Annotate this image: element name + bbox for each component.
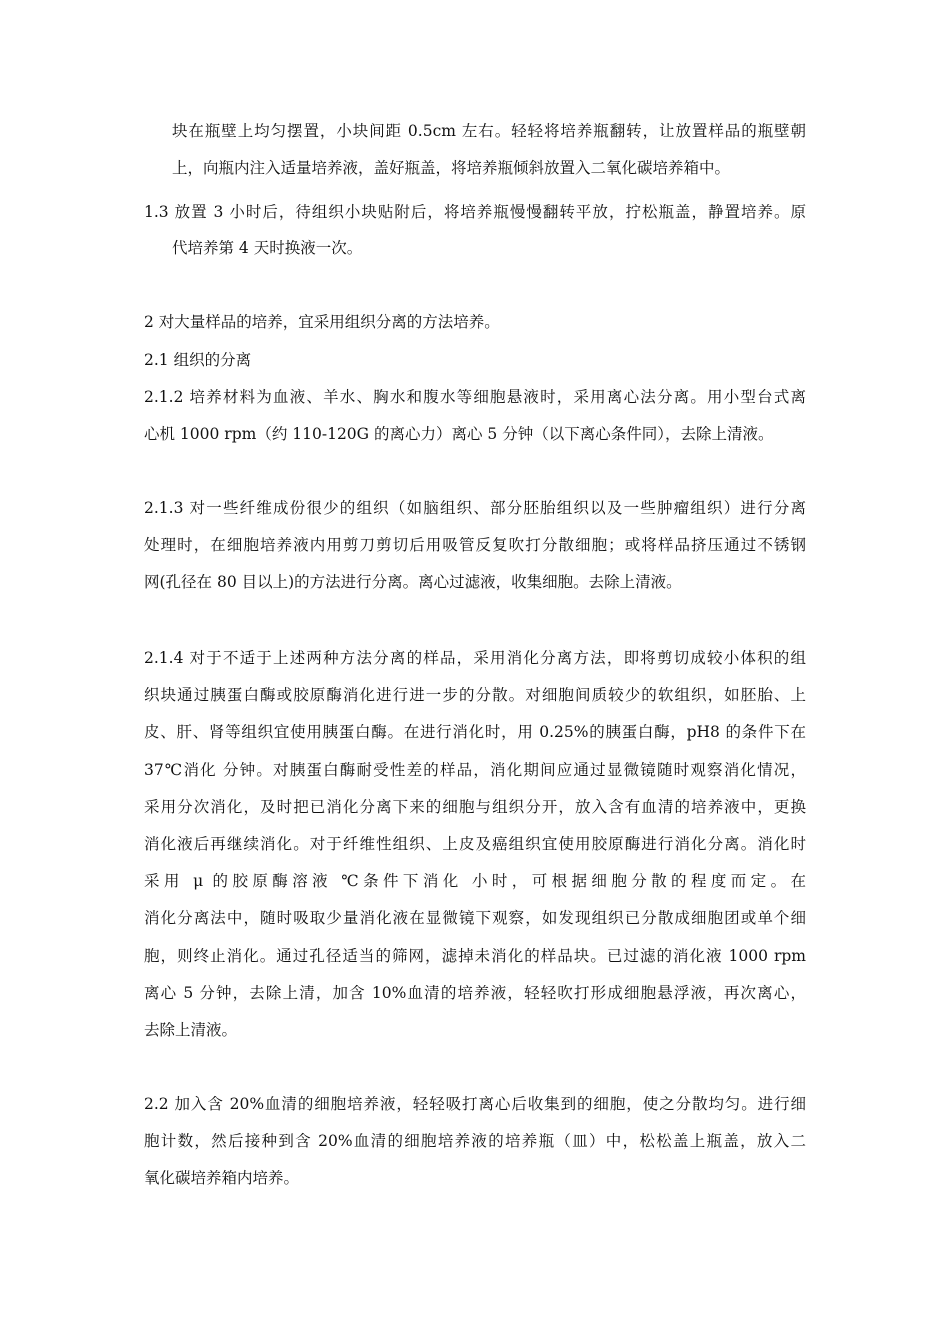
paragraph-2-1-4-line-7: 采用 μ 的胶原酶溶液 ℃条件下消化 小时，可根据细胞分散的程度而定。在 [144,872,806,890]
paragraph-2-2-line-1: 2.2 加入含 20%血清的细胞培养液，轻轻吸打离心后收集到的细胞，使之分散均匀。进行细 [144,1095,806,1113]
paragraph-1-3-line-2: 代培养第 4 天时换液一次。 [172,239,363,257]
paragraph-2-1-4-line-10: 离心 5 分钟，去除上清，加含 10%血清的培养液，轻轻吹打形成细胞悬浮液，再次离心， [144,984,806,1002]
paragraph-2-1-4-line-6: 消化液后再继续消化。对于纤维性组织、上皮及癌组织宜使用胶原酶进行消化分离。消化时 [144,835,806,853]
paragraph-2-1-4-line-1: 2.1.4 对于不适于上述两种方法分离的样品，采用消化分离方法，即将剪切成较小体积的组 [144,649,806,667]
paragraph-2-1-4-line-8: 消化分离法中，随时吸取少量消化液在显微镜下观察，如发现组织已分散成细胞团或单个细 [144,909,806,927]
paragraph-2-1-3-line-2: 处理时，在细胞培养液内用剪刀剪切后用吸管反复吹打分散细胞；或将样品挤压通过不锈钢 [144,536,806,554]
paragraph-2-1-4-line-11: 去除上清液。 [144,1021,238,1039]
paragraph-1-1-line-1: 块在瓶壁上均匀摆置，小块间距 0.5cm 左右。轻轻将培养瓶翻转，让放置样品的瓶壁朝 [172,122,806,140]
paragraph-2-2-line-2: 胞计数，然后接种到含 20%血清的细胞培养液的培养瓶（皿）中，松松盖上瓶盖，放入二 [144,1132,806,1150]
paragraph-2-1-4-line-2: 织块通过胰蛋白酶或胶原酶消化进行进一步的分散。对细胞间质较少的软组织，如胚胎、上 [144,686,806,704]
paragraph-1-1-line-2: 上，向瓶内注入适量培养液，盖好瓶盖，将培养瓶倾斜放置入二氧化碳培养箱中。 [172,159,731,177]
paragraph-2-2-line-3: 氧化碳培养箱内培养。 [144,1169,300,1187]
paragraph-2-1-4-line-9: 胞，则终止消化。通过孔径适当的筛网，滤掉未消化的样品块。已过滤的消化液 1000 rpm [144,947,806,965]
section-2-heading: 2 对大量样品的培养，宜采用组织分离的方法培养。 [144,313,500,331]
section-2-1-heading: 2.1 组织的分离 [144,351,252,369]
paragraph-2-1-2-line-1: 2.1.2 培养材料为血液、羊水、胸水和腹水等细胞悬液时，采用离心法分离。用小型台式离 [144,388,806,406]
paragraph-2-1-3-line-1: 2.1.3 对一些纤维成份很少的组织（如脑组织、部分胚胎组织以及一些肿瘤组织）进行分离 [144,499,806,517]
paragraph-1-3-line-1: 1.3 放置 3 小时后，待组织小块贴附后，将培养瓶慢慢翻转平放，拧松瓶盖，静置培养。原 [144,203,806,221]
paragraph-2-1-2-line-2: 心机 1000 rpm（约 110-120G 的离心力）离心 5 分钟（以下离心条件同），去除上清液。 [144,425,774,443]
paragraph-2-1-4-line-5: 采用分次消化，及时把已消化分离下来的细胞与组织分开，放入含有血清的培养液中，更换 [144,798,806,816]
paragraph-2-1-4-line-3: 皮、肝、肾等组织宜使用胰蛋白酶。在进行消化时，用 0.25%的胰蛋白酶，pH8 的条件下在 [144,723,806,741]
paragraph-2-1-3-line-3: 网(孔径在 80 目以上)的方法进行分离。离心过滤液，收集细胞。去除上清液。 [144,573,682,591]
paragraph-2-1-4-line-4: 37℃消化 分钟。对胰蛋白酶耐受性差的样品，消化期间应通过显微镜随时观察消化情况， [144,761,806,779]
